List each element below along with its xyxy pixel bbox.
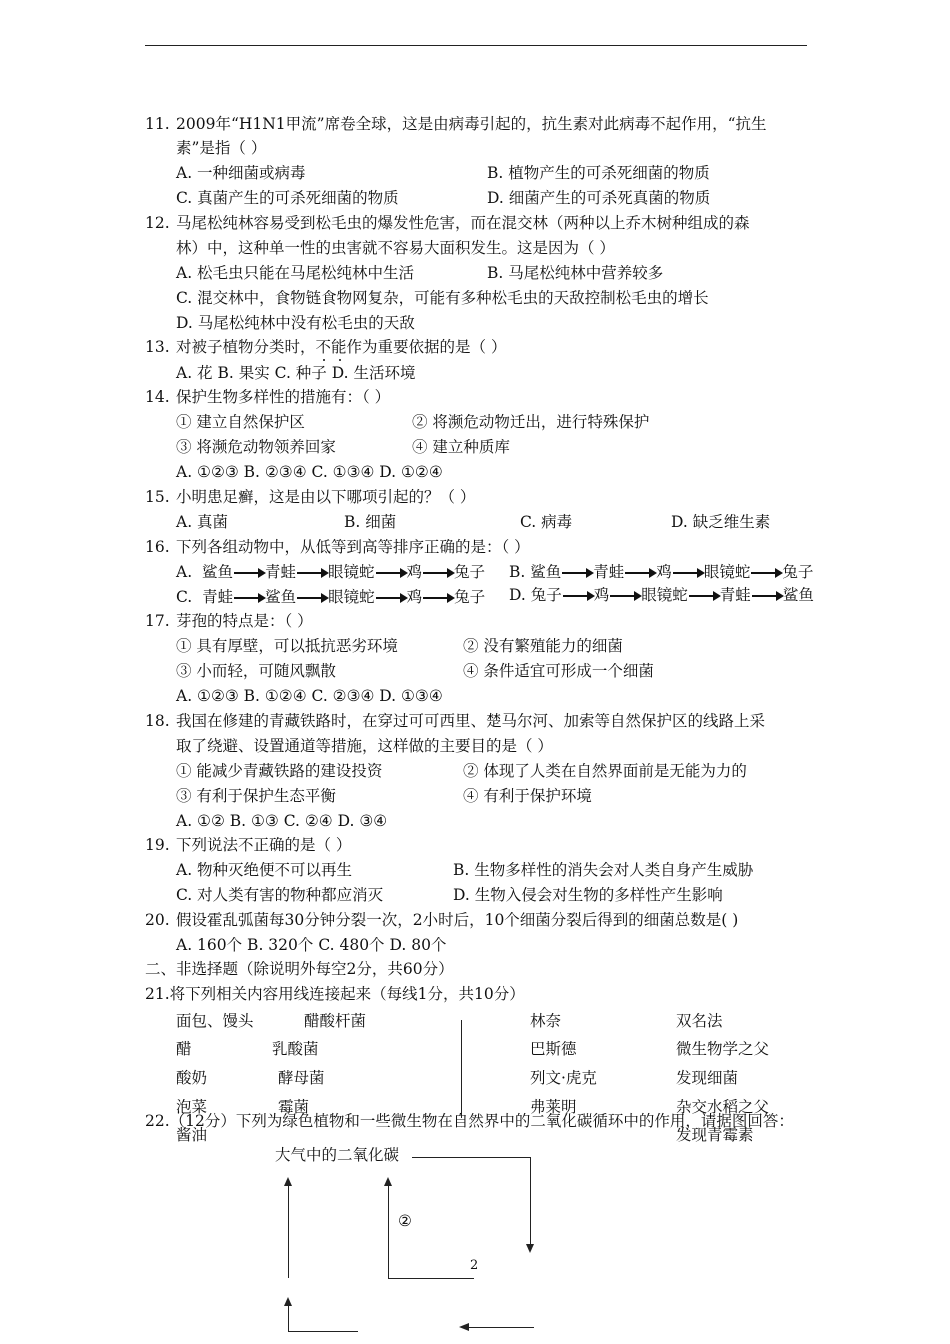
chain-item: 兔子 [454, 563, 486, 581]
arrow-right-icon [423, 572, 453, 574]
q17-number: 17. [145, 612, 170, 630]
q21-food-item: 酸奶 [176, 1069, 208, 1087]
arrow-right-icon [563, 595, 593, 597]
q12-option-b: B. 马尾松纯林中营养较多 [487, 264, 664, 282]
q12-stem-line1: 马尾松纯林容易受到松毛虫的爆发性危害，而在混交林（两种以上乔木树种组成的森 [176, 214, 750, 232]
q17-options: A. ①②③ B. ①②④ C. ②③④ D. ①③④ [176, 687, 443, 705]
connector-line [288, 1186, 289, 1278]
q19-stem: 下列说法不正确的是（ ） [176, 836, 352, 854]
q12-option-c: C. 混交林中，食物链食物网复杂，可能有多种松毛虫的天敌控制松毛虫的增长 [176, 289, 709, 307]
q14-item-3: ③ 将濒危动物领养回家 [176, 438, 336, 456]
q14-item-1: ① 建立自然保护区 [176, 413, 305, 431]
chain-item: 兔子 [782, 563, 814, 581]
q13-stem [176, 340, 506, 356]
q17-stem: 芽孢的特点是：（ ） [176, 612, 313, 630]
chain-item: 青蛙 [593, 563, 625, 581]
arrow-down-icon [526, 1244, 534, 1253]
q13-options: A. 花 B. 果实 C. 种子 D. 生活环境 [176, 364, 416, 382]
q14-number: 14. [145, 388, 170, 406]
chain-item: 兔子 [454, 588, 486, 606]
q20-stem: 假设霍乱弧菌每30分钟分裂一次，2小时后，10个细菌分裂后得到的细菌总数是( ) [176, 911, 739, 929]
q12-stem-line2: 林）中，这种单一性的虫害就不容易大面积发生。这是因为（ ） [176, 239, 615, 257]
chain-item: 鲨鱼 [530, 563, 562, 581]
q16-option-c [176, 590, 485, 606]
q21-scientist-item: 巴斯德 [530, 1040, 577, 1058]
q21-achievement-item: 微生物学之父 [676, 1040, 770, 1058]
q18-item-2: ② 体现了人类在自然界面前是无能为力的 [463, 762, 747, 780]
connector-line [468, 1327, 534, 1328]
q16-option-d-label: D. [509, 586, 526, 604]
arrow-right-icon [423, 597, 453, 599]
q16-option-d [509, 588, 814, 604]
q21-food-item: 面包、馒头 [176, 1012, 254, 1030]
q21-achievement-item: 杂交水稻之父 [676, 1098, 770, 1116]
q21-microbe-item: 乳酸菌 [272, 1040, 319, 1058]
q13-stem-post: 作为重要依据的是（ ） [346, 338, 507, 356]
connector-line [288, 1331, 358, 1332]
q21-food-item: 醋 [176, 1040, 192, 1058]
chain-item: 青蛙 [265, 563, 297, 581]
q21-food-item: 泡菜 [176, 1098, 208, 1116]
q18-item-3: ③ 有利于保护生态平衡 [176, 787, 336, 805]
q13-number: 13. [145, 338, 170, 356]
chain-item: 眼镜蛇 [703, 563, 751, 581]
q13-emphasis-1: 不 [315, 338, 332, 356]
q16-option-b [509, 565, 813, 581]
arrow-right-icon [297, 597, 327, 599]
q21-scientist-item: 列文·虎克 [530, 1069, 597, 1087]
q16-option-a [176, 565, 485, 581]
chain-item: 眼镜蛇 [641, 586, 688, 604]
arrow-right-icon [625, 572, 655, 574]
chain-item: 青蛙 [202, 588, 234, 606]
q15-stem: 小明患足癣，这是由以下哪项引起的？（ ） [176, 488, 476, 506]
q17-item-1: ① 具有厚壁，可以抵抗恶劣环境 [176, 637, 398, 655]
connector-line [530, 1157, 531, 1245]
q19-number: 19. [145, 836, 170, 854]
chain-item: 鸡 [593, 586, 610, 604]
q11-number: 11. [145, 115, 170, 133]
q15-option-d: D. 缺乏维生素 [671, 513, 771, 531]
q21-microbe-item: 霉菌 [278, 1098, 310, 1116]
chain-item: 鲨鱼 [201, 563, 233, 581]
q14-options: A. ①②③ B. ②③④ C. ①③④ D. ①②④ [176, 463, 443, 481]
q15-option-b: B. 细菌 [344, 513, 397, 531]
q16-option-a-label: A. [176, 563, 193, 581]
page-number: 2 [470, 1258, 479, 1273]
arrow-right-icon [689, 595, 719, 597]
arrow-up-icon [284, 1177, 292, 1186]
q22-title: 22.（12分）下列为绿色植物和一些微生物在自然界中的二氧化碳循环中的作用，请据图回答： [145, 1112, 794, 1130]
q16-stem: 下列各组动物中，从低等到高等排序正确的是：（ ） [176, 538, 530, 556]
connector-line [412, 1157, 530, 1158]
chain-item: 鸡 [406, 588, 423, 606]
arrow-right-icon [234, 597, 264, 599]
q18-item-4: ④ 有利于保护环境 [463, 787, 592, 805]
q11-option-a: A. 一种细菌或病毒 [176, 164, 306, 182]
q13-emphasis-2: 能 [331, 338, 347, 356]
q21-microbe-item: 酵母菌 [278, 1069, 325, 1087]
q11-option-b: B. 植物产生的可杀死细菌的物质 [487, 164, 710, 182]
q16-option-c-label: C. [176, 588, 193, 606]
q12-option-d: D. 马尾松纯林中没有松毛虫的天敌 [176, 314, 415, 332]
q12-option-a: A. 松毛虫只能在马尾松纯林中生活 [176, 264, 415, 282]
q11-stem-line2: 素”是指（ ） [176, 139, 267, 157]
chain-item: 眼镜蛇 [328, 588, 375, 606]
chain-item: 鲨鱼 [265, 588, 297, 606]
q12-number: 12. [145, 214, 170, 232]
connector-line [388, 1278, 474, 1279]
arrow-right-icon [297, 572, 327, 574]
q17-item-2: ② 没有繁殖能力的细菌 [463, 637, 623, 655]
arrow-up-icon [284, 1297, 292, 1306]
arrow-right-icon [376, 597, 406, 599]
chain-item: 眼镜蛇 [328, 563, 375, 581]
arrow-right-icon [562, 572, 592, 574]
divider-line [461, 1020, 462, 1118]
q14-item-2: ② 将濒危动物迁出，进行特殊保护 [412, 413, 650, 431]
chain-item: 青蛙 [719, 586, 751, 604]
section-heading: 二、非选择题（除说明外每空2分，共60分） [145, 960, 454, 978]
q15-option-a: A. 真菌 [176, 513, 229, 531]
q18-number: 18. [145, 712, 170, 730]
q13-stem-pre: 对被子植物分类时， [176, 338, 316, 356]
chain-item: 兔子 [530, 586, 562, 604]
q21-microbe-item: 醋酸杆菌 [304, 1012, 367, 1030]
chain-item: 鲨鱼 [782, 586, 814, 604]
q11-option-c: C. 真菌产生的可杀死细菌的物质 [176, 189, 399, 207]
arrow-up-icon [384, 1177, 392, 1186]
q21-title: 21.将下列相关内容用线连接起来（每线1分，共10分） [145, 985, 525, 1003]
q21-achievement-item: 发现青霉素 [676, 1126, 754, 1144]
q19-option-d: D. 生物入侵会对生物的多样性产生影响 [453, 886, 723, 904]
q14-stem: 保护生物多样性的措施有：（ ） [176, 388, 391, 406]
q16-number: 16. [145, 538, 170, 556]
q18-item-1: ① 能减少青藏铁路的建设投资 [176, 762, 383, 780]
arrow-right-icon [610, 595, 640, 597]
q18-options: A. ①② B. ①③ C. ②④ D. ③④ [176, 812, 388, 830]
q11-option-d: D. 细菌产生的可杀死真菌的物质 [487, 189, 711, 207]
q17-item-4: ④ 条件适宜可形成一个细菌 [463, 662, 654, 680]
q20-number: 20. [145, 911, 170, 929]
q15-number: 15. [145, 488, 170, 506]
q19-option-a: A. 物种灭绝便不可以再生 [176, 861, 353, 879]
arrow-right-icon [752, 595, 782, 597]
q17-item-3: ③ 小而轻，可随风飘散 [176, 662, 336, 680]
arrow-right-icon [234, 572, 264, 574]
q11-stem-line1: 2009年“H1N1甲流”席卷全球，这是由病毒引起的，抗生素对此病毒不起作用，“抗生 [176, 115, 767, 133]
arrow-right-icon [673, 572, 703, 574]
q21-food-item: 酱油 [176, 1126, 208, 1144]
q14-item-4: ④ 建立种质库 [412, 438, 510, 456]
arrow-right-icon [376, 572, 406, 574]
q19-option-b: B. 生物多样性的消失会对人类自身产生威胁 [453, 861, 754, 879]
connector-line [388, 1186, 389, 1278]
q21-achievement-item: 双名法 [676, 1012, 723, 1030]
chain-item: 鸡 [406, 563, 423, 581]
q18-stem-line1: 我国在修建的青藏铁路时，在穿过可可西里、楚马尔河、加索等自然保护区的线路上采 [176, 712, 766, 730]
q15-option-c: C. 病毒 [520, 513, 573, 531]
arrow-left-icon [459, 1323, 469, 1331]
chain-item: 鸡 [656, 563, 672, 581]
diagram-marker-2: ② [398, 1212, 412, 1230]
q21-achievement-item: 发现细菌 [676, 1069, 739, 1087]
q18-stem-line2: 取了绕避、设置通道等措施，这样做的主要目的是（ ） [176, 737, 553, 755]
q21-scientist-item: 林奈 [530, 1012, 562, 1030]
connector-line [288, 1306, 289, 1332]
q19-option-c: C. 对人类有害的物种都应消灭 [176, 886, 384, 904]
q20-options: A. 160个 B. 320个 C. 480个 D. 80个 [176, 936, 447, 954]
diagram-node-atmosphere-co2: 大气中的二氧化碳 [275, 1146, 400, 1164]
q16-option-b-label: B. [509, 563, 526, 581]
arrow-right-icon [751, 572, 781, 574]
q21-scientist-item: 弗莱明 [530, 1098, 577, 1116]
header-rule [145, 45, 807, 46]
